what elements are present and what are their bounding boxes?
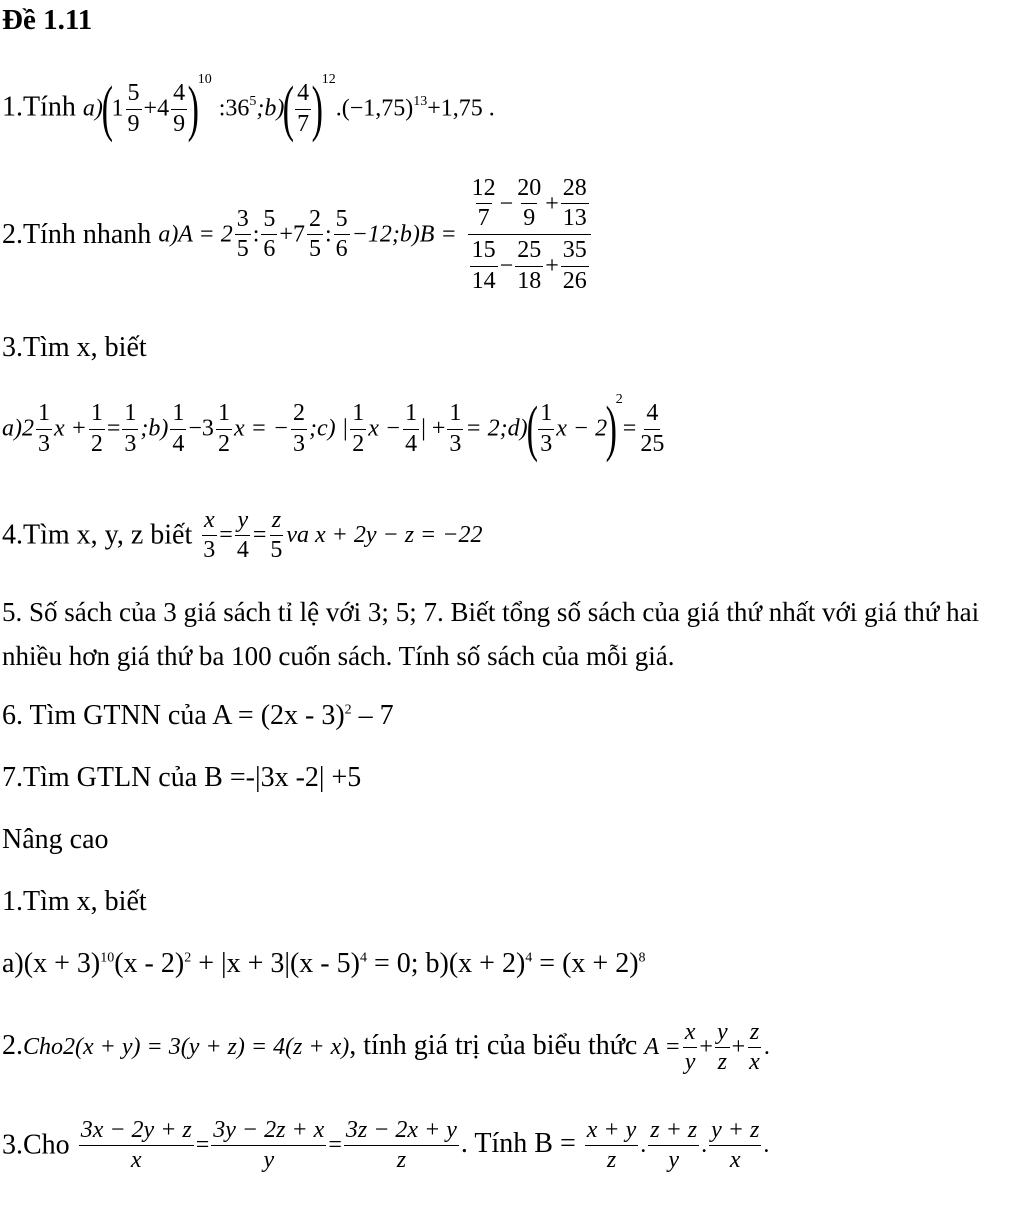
operator: − (499, 190, 514, 217)
numerator: 35 (562, 237, 587, 264)
expression: ;b) (140, 415, 169, 442)
operator: : (252, 221, 260, 248)
problem-6-tail: – 7 (351, 700, 394, 731)
q2-cho: Cho (23, 1034, 64, 1061)
expression: x − (368, 415, 402, 442)
exponent: 2 (615, 392, 623, 408)
q3-text: . Tính B = (460, 1128, 576, 1160)
expression: | + (421, 415, 446, 442)
expression: a)2 (2, 415, 34, 442)
denominator: 7 (297, 110, 310, 137)
exponent: 10 (100, 950, 115, 966)
denominator: 25 (640, 430, 665, 457)
numerator: x + y (585, 1118, 639, 1146)
numerator: 1 (350, 401, 366, 429)
numerator: x (202, 508, 217, 536)
part-a-label: a) (82, 95, 103, 122)
expression: x − 2 (556, 415, 608, 442)
numerator: 4 (295, 81, 311, 109)
denominator: 3 (449, 430, 462, 457)
numerator: 25 (517, 237, 542, 264)
advanced-q1-label: 1.Tìm x, biết (2, 886, 147, 917)
denominator: 2 (217, 430, 230, 457)
q3-label: 3.Cho (2, 1129, 70, 1161)
denominator: 9 (127, 110, 140, 137)
expression: = 2;d) (465, 415, 528, 442)
denominator: x (729, 1147, 741, 1174)
numerator: 12 (471, 175, 496, 201)
expression: ;c) | (308, 415, 349, 442)
operator: +7 (279, 221, 305, 248)
expression: −12;b)B = (351, 221, 457, 248)
numerator: z + z (648, 1118, 699, 1146)
denominator: 5 (236, 236, 249, 263)
numerator: 3 (235, 207, 251, 235)
denominator: 2 (352, 430, 365, 457)
operator: − (499, 253, 514, 280)
exponent: 10 (197, 72, 212, 88)
numerator: 5 (126, 81, 142, 109)
denominator: x (130, 1147, 142, 1174)
numerator: x (683, 1020, 698, 1048)
numerator: z (748, 1020, 761, 1048)
denominator: 9 (523, 205, 536, 232)
operator: = (252, 522, 267, 549)
denominator: 9 (173, 110, 186, 137)
numerator: y (235, 508, 250, 536)
expression: A = (644, 1034, 681, 1061)
numerator: 2 (307, 207, 323, 235)
operator: + (545, 253, 559, 280)
expression: (x - 2) (114, 948, 185, 979)
denominator: x (749, 1049, 760, 1076)
numerator: 3z − 2x + y (344, 1118, 459, 1146)
numerator: 1 (89, 401, 105, 429)
numerator: 4 (644, 401, 660, 429)
denominator: y (263, 1147, 275, 1174)
punctuation: . (763, 1034, 770, 1061)
denominator: z (606, 1147, 617, 1174)
denominator: 2 (90, 430, 103, 457)
denominator: 3 (203, 537, 216, 564)
numerator: 3x − 2y + z (79, 1118, 194, 1146)
numerator: 1 (170, 401, 186, 429)
exponent: 13 (413, 94, 428, 110)
numerator: 1 (403, 401, 419, 429)
problem-2 (2, 176, 595, 294)
complex-fraction-B (468, 176, 591, 294)
numerator: 5 (261, 207, 277, 235)
numerator: 1 (122, 401, 138, 429)
numerator: 28 (562, 175, 587, 201)
advanced-heading: Nâng cao (2, 824, 109, 855)
denominator: 26 (562, 267, 587, 294)
numerator: 20 (517, 175, 542, 201)
denominator: 18 (517, 267, 542, 294)
numerator: z (270, 508, 283, 536)
denominator: 3 (540, 430, 553, 457)
problem-3-label: 3.Tìm x, biết (2, 332, 147, 363)
denominator: 6 (335, 236, 348, 263)
expression: −3 (188, 415, 214, 442)
numerator: 1 (36, 401, 52, 429)
operator: +4 (143, 95, 170, 122)
denominator: z (717, 1049, 727, 1076)
exponent: 4 (359, 950, 367, 966)
denominator: 4 (236, 537, 249, 564)
expression: va x + 2y − z = −22 (286, 522, 483, 549)
exponent: 2 (344, 702, 352, 718)
denominator: z (396, 1147, 407, 1174)
q2-number: 2. (2, 1030, 23, 1062)
numerator: y (715, 1020, 730, 1048)
number: 1 (111, 95, 124, 122)
denominator: 14 (471, 267, 496, 294)
problem-3-equations: a)2 $\frac{1}{3}$ x + $\frac{1}{2}$ = $\frac{1}{3}$ ;b) $\frac{1}{4}$ −3 $\frac{1}{2}$ x = − $\frac{2}{3}$ ;c) | $\frac{1}{2}$ x − $\frac{1}{4}$ | + $\frac{1}{3}$ = 2;d)( $\frac{1}{3}$ x − 2)$^2$= $\frac{4}{25}$ (2, 392, 665, 463)
denominator: 3 (124, 430, 137, 457)
punctuation: . (763, 1132, 770, 1159)
part-b-label: ;b) (256, 95, 285, 122)
denominator: 3 (38, 430, 50, 457)
numerator: 1 (447, 401, 463, 429)
numerator: 3y − 2z + x (211, 1118, 326, 1146)
problem-4-label: 4.Tìm x, y, z biết (2, 519, 193, 551)
q2-expression: 2(x + y) = 3(y + z) = 4(z + x) (63, 1034, 350, 1061)
operator: : (324, 221, 332, 248)
numerator: 2 (291, 401, 307, 429)
operator: :36 (218, 95, 250, 122)
problem-1-label: 1.Tính (2, 91, 76, 123)
expression: = 0; b)(x + 2) (366, 948, 526, 979)
exponent: 4 (525, 950, 533, 966)
operator: = (219, 522, 233, 549)
expression: .(−1,75) (335, 95, 414, 122)
numerator: 1 (216, 401, 232, 429)
problem-1: 1.Tính a)(1 $\frac{5}{9}$ +4 $\frac{4}{9}$ )$^{10}$ $:36^5;b$)( $\frac{4}{7}$ )$^{12}.(-1,75)^{13}+1,75$ . (2, 72, 495, 143)
numerator: y + z (709, 1118, 761, 1146)
operator: = (106, 415, 121, 442)
exponent: 5 (249, 94, 257, 110)
numerator: 15 (471, 237, 496, 264)
expression: x = − (233, 415, 289, 442)
page-title: Đề 1.11 (2, 4, 93, 36)
numerator: 1 (538, 401, 554, 429)
denominator: 4 (172, 430, 185, 457)
denominator: y (684, 1049, 696, 1076)
numerator: 5 (334, 207, 350, 235)
q2-text: , tính giá trị của biểu thức (349, 1030, 638, 1062)
problem-6-text: 6. Tìm GTNN của A = (2x - 3) (2, 700, 345, 731)
problem-2-label: 2.Tính nhanh (2, 218, 152, 250)
problem-7: 7.Tìm GTLN của B =-|3x -2| +5 (2, 762, 362, 793)
advanced-q3: 3.Cho $\frac{3x - 2y + z}{x}$ = $\frac{3y - 2z + x}{y}$ = $\frac{3z - 2x + y}{z}$ . Tính B = $\frac{x + y}{z}$ . $\frac{z + z}{y}$ . $\frac{y + z}{x}$ . (2, 1117, 770, 1174)
expression: a)(x + 3) (2, 948, 101, 979)
exponent: 2 (184, 950, 192, 966)
expression: + |x + 3|(x - 5) (191, 948, 360, 979)
denominator: 4 (405, 430, 418, 457)
exponent: 12 (321, 72, 336, 88)
denominator: 13 (562, 205, 587, 232)
operator: = (622, 415, 637, 442)
denominator: 7 (477, 205, 490, 232)
problem-5: 5. Số sách của 3 giá sách tỉ lệ với 3; 5; 7. Biết tổng số sách của giá thứ nhất với giá thứ hai nhiều hơn giá thứ ba 100 cuốn sách. Tính số sách của mỗi giá. (2, 597, 980, 671)
advanced-q1-equation (2, 950, 646, 978)
expression: x + (54, 415, 87, 442)
denominator: 5 (308, 236, 321, 263)
problem-4 (2, 508, 482, 563)
denominator: 5 (270, 537, 283, 564)
denominator: 3 (292, 430, 305, 457)
denominator: 6 (263, 236, 276, 263)
problem-6 (2, 702, 394, 730)
advanced-q2: 2.Cho2(x + y) = 3(y + z) = 4(z + x), tính giá trị của biểu thức A = $\frac{x}{y}$ + $\frac{y}{z}$ + $\frac{z}{x}$ . (2, 1019, 770, 1076)
expression: a)A = 2 (158, 221, 233, 248)
denominator: y (668, 1147, 680, 1174)
expression: = (x + 2) (532, 948, 639, 979)
exponent: 8 (638, 950, 646, 966)
expression: +1,75 . (427, 95, 495, 122)
operator: + (545, 190, 559, 217)
numerator: 4 (171, 81, 187, 109)
